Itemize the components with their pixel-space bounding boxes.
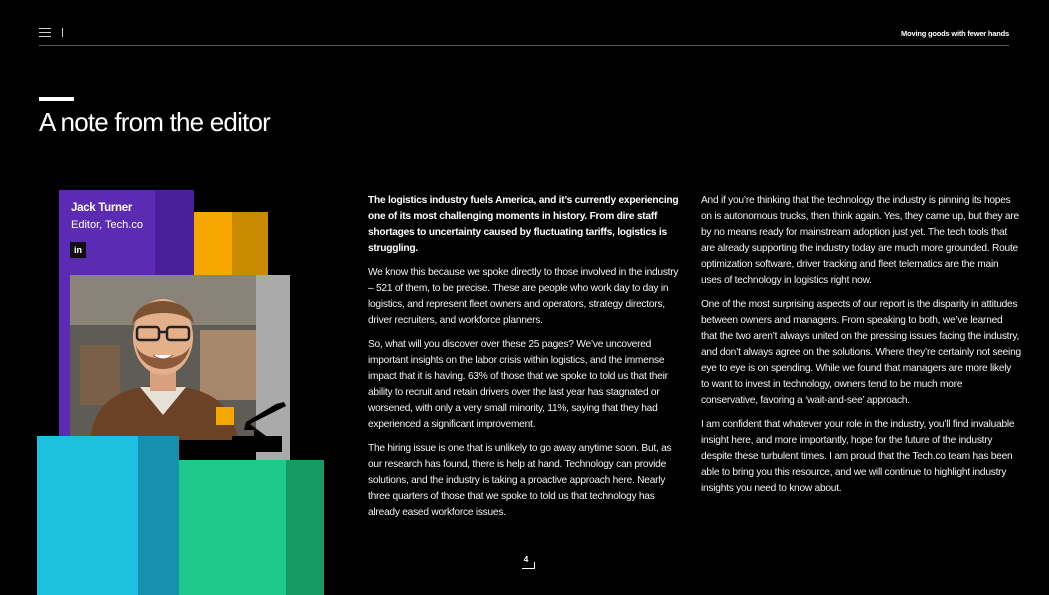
lead-paragraph: The logistics industry fuels America, and it’s currently experiencing one of its most challenging moments in history. From dire staff shortages to uncertainty caused by fluctuating tariffs, logistics is struggling. <box>368 195 679 254</box>
cyan-shade-block <box>138 436 179 595</box>
body-paragraph: And if you’re thinking that the technology the industry is pinning its hopes on is autonomous trucks, then think again. Yes, they came up, but they are by no means ready for mainstream adoption just yet. The tech tools that are already supporting the industry today are much more grounded. Route optimization software, driver tracking and fleet telematics are the main uses of technology in logistics right now. <box>701 195 1019 286</box>
article-column-1 <box>368 193 684 529</box>
green-shade-block <box>286 460 324 595</box>
page-corner-icon <box>522 562 535 569</box>
body-paragraph: One of the most surprising aspects of our report is the disparity in attitudes between owners and managers. From speaking to both, we’ve learned that the two aren’t always united on the pressing issues facing the industry, and don’t always agree on the solutions. Where they’re certainly not seeing eye to eye is on spending. While we found that managers are more likely to want to invest in technology, owners tend to be much more conservative, favoring a ‘wait-and-see’ approach. <box>701 299 1021 406</box>
purple-shade-block <box>155 190 194 280</box>
page-title: A note from the editor <box>39 107 270 137</box>
top-bar <box>39 24 1009 46</box>
running-head: Moving goods with fewer hands <box>901 29 1009 38</box>
editor-name: Jack Turner <box>71 202 133 214</box>
body-paragraph: I am confident that whatever your role in the industry, you’ll find invaluable insight here, and more importantly, hope for the future of the industry despite these turbulent times. I am proud that the Tech.co team has been able to bring you this resource, and we will continue to highlight industry insights you need to know about. <box>701 419 1015 494</box>
hamburger-menu-icon[interactable] <box>39 28 51 37</box>
page-number-text: 4 <box>523 554 529 564</box>
article-column-2 <box>701 193 1021 505</box>
page-number <box>517 553 535 569</box>
title-accent-bar <box>39 97 74 101</box>
body-paragraph: The hiring issue is one that is unlikely to go away anytime soon. But, as our research has found, there is help at hand. Technology can provide solutions, and the industry is taking a proactive approach here. Nearly three quarters of those that we spoke to told us that technology has already eased workforce issues. <box>368 443 672 518</box>
editor-role: Editor, Tech.co <box>71 219 143 231</box>
body-paragraph: We know this because we spoke directly to those involved in the industry – 521 of them, to be precise. These are people who work day to day in logistics, and represent fleet owners and operators, strategy directors, driver recruiters, and workforce planners. <box>368 267 679 326</box>
forklift-icon <box>226 400 290 462</box>
orange-shade-block <box>232 212 268 282</box>
linkedin-icon[interactable]: in <box>70 242 86 258</box>
body-paragraph: So, what will you discover over these 25 pages? We’ve uncovered important insights on the labor crisis within logistics, and the immense impact that it is having. 63% of those that we spoke to told us that their ability to recruit and retain drivers over the last year has stagnated or worsened, with only a very small minority, 11%, saying that they had experienced a significant improvement. <box>368 339 668 430</box>
header-divider <box>62 28 63 37</box>
